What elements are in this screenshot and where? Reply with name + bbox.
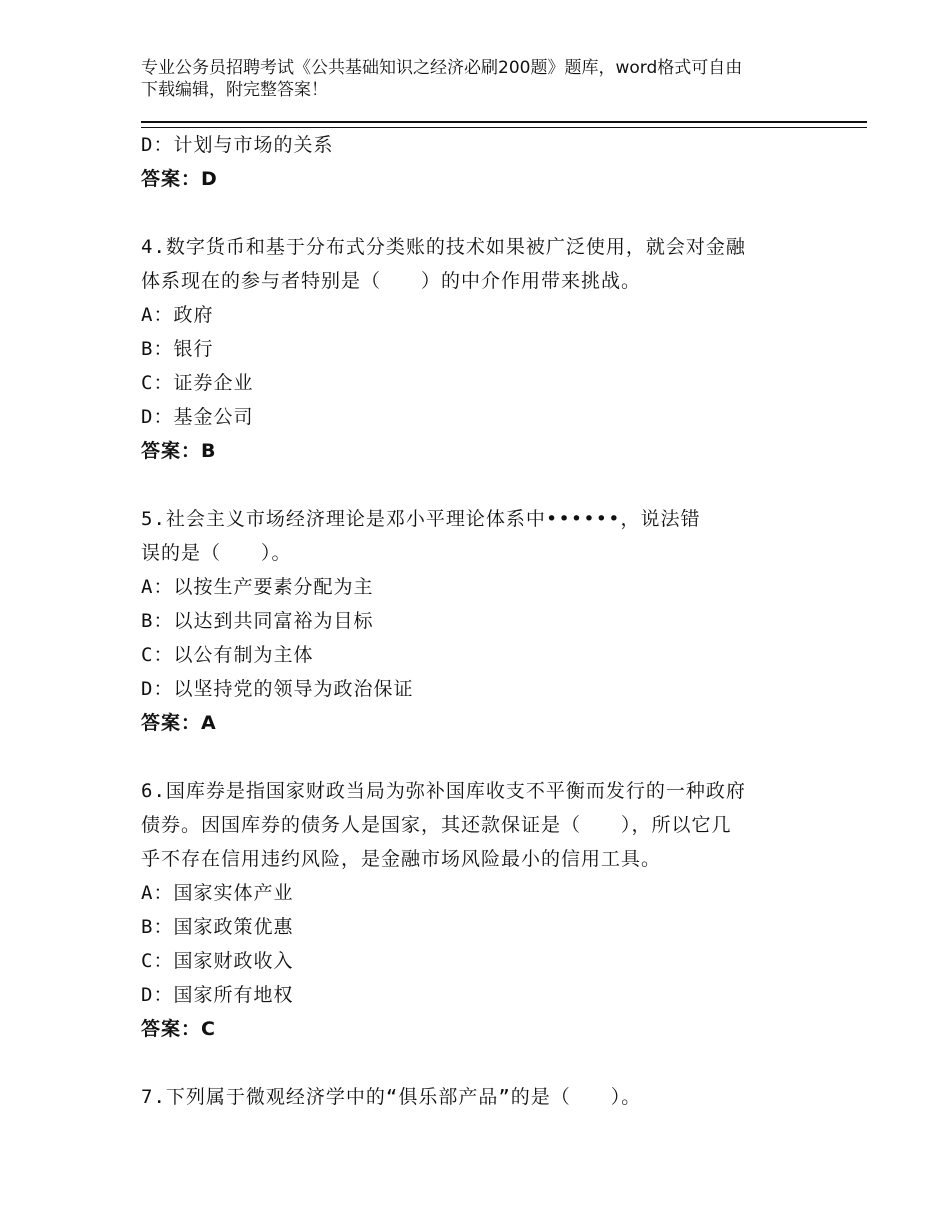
q6-option-d: D：国家所有地权 (141, 984, 294, 1006)
q6-stem-line-3: 乎不存在信用违约风险，是金融市场风险最小的信用工具。 (141, 848, 662, 870)
q6-option-a: A：国家实体产业 (141, 882, 294, 904)
header-line-2: 下载编辑，附完整答案！ (141, 80, 328, 100)
q6-option-b: B：国家政策优惠 (141, 916, 294, 938)
q4-option-a: A：政府 (141, 304, 214, 326)
q5-option-b: B：以达到共同富裕为目标 (141, 610, 374, 632)
q4-answer: 答案：B (141, 440, 217, 462)
q5-option-a: A：以按生产要素分配为主 (141, 576, 374, 598)
q5-stem-line-1: 5.社会主义市场经济理论是邓小平理论体系中••••••，说法错 (141, 508, 701, 530)
q4-option-b: B：银行 (141, 338, 214, 360)
q6-answer: 答案：C (141, 1018, 216, 1040)
q5-option-d: D：以坚持党的领导为政治保证 (141, 678, 414, 700)
document-header (141, 57, 801, 101)
document-body (141, 128, 867, 1114)
q7-stem-line-1: 7.下列属于微观经济学中的“俱乐部产品”的是（ ）。 (141, 1086, 642, 1108)
header-line-1: 专业公务员招聘考试《公共基础知识之经济必刷200题》题库，word格式可自由 (141, 58, 743, 78)
header-divider (141, 121, 867, 128)
spacer (141, 1046, 867, 1080)
q3-option-d: D：计划与市场的关系 (141, 134, 334, 156)
q4-stem-line-2: 体系现在的参与者特别是（ ）的中介作用带来挑战。 (141, 270, 642, 292)
q5-option-c: C：以公有制为主体 (141, 644, 314, 666)
q4-stem-line-1: 4.数字货币和基于分布式分类账的技术如果被广泛使用，就会对金融 (141, 236, 746, 258)
q6-stem-line-2: 债券。因国库券的债务人是国家，其还款保证是（ ），所以它几 (141, 814, 732, 836)
q5-stem-line-2: 误的是（ ）。 (141, 542, 292, 564)
q4-option-c: C：证券企业 (141, 372, 254, 394)
spacer (141, 196, 867, 230)
q6-option-c: C：国家财政收入 (141, 950, 294, 972)
spacer (141, 740, 867, 774)
q5-answer: 答案：A (141, 712, 217, 734)
q4-option-d: D：基金公司 (141, 406, 254, 428)
spacer (141, 468, 867, 502)
q3-answer: 答案：D (141, 168, 218, 190)
q6-stem-line-1: 6.国库券是指国家财政当局为弥补国库收支不平衡而发行的一种政府 (141, 780, 746, 802)
